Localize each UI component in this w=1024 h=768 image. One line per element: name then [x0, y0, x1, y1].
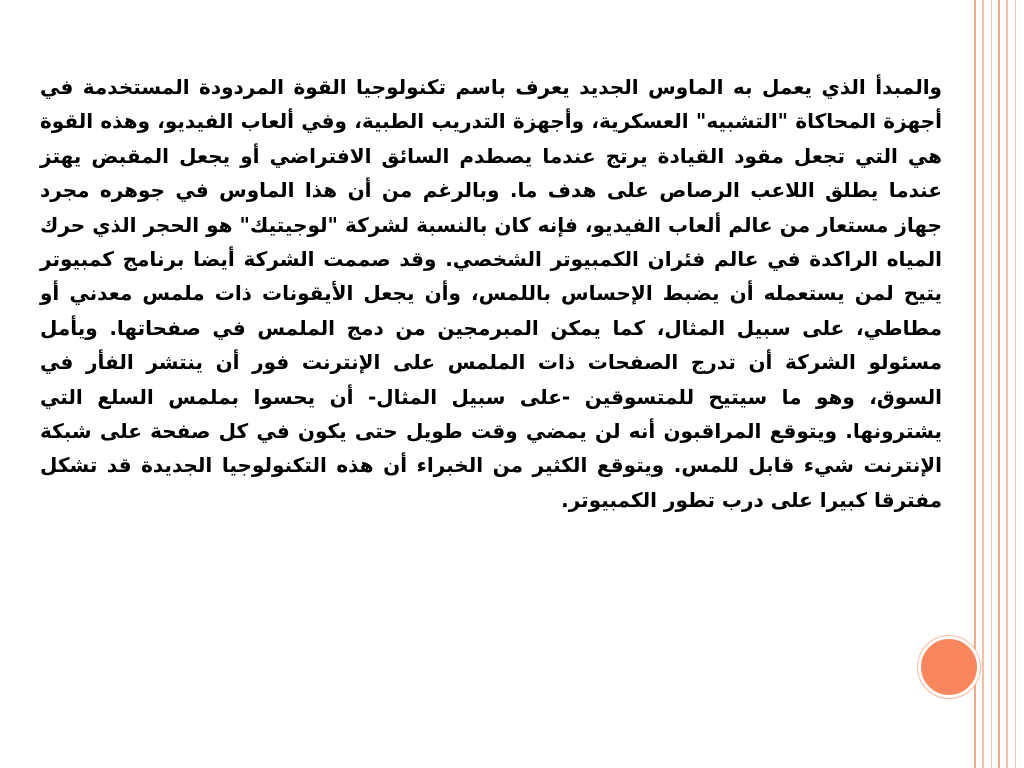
frame-stripe — [1006, 0, 1008, 768]
frame-stripe — [1015, 0, 1016, 768]
frame-stripe — [982, 0, 984, 768]
decorative-circle — [918, 636, 980, 698]
slide-paragraph: والمبدأ الذي يعمل به الماوس الجديد يعرف باسم تكنولوجيا القوة المردودة المستخدمة في أجهزة المحاكاة "التشبيه" العسكرية، وأجهزة التدريب الطبية، وفي ألعاب الفيديو، وهذه القوة هي التي تجعل مقود القيادة يرتج عندما يصطدم السائق الافتراضي أو يجعل المقبض يهتز عندما يطلق اللاعب الرصاص على هدف ما. وبالرغم من أن هذا الماوس في جوهره مجرد جهاز مستعار من عالم ألعاب الفيديو، فإنه كان بالنسبة لشركة "لوجيتيك" هو الحجر الذي حرك المياه الراكدة في عالم فئران الكمبيوتر الشخصي. وقد صممت الشركة أيضا برنامج كمبيوتر يتيح لمن يستعمله أن يضبط الإحساس باللمس، وأن يجعل الأيقونات ذات ملمس معدني أو مطاطي، على سبيل المثال، كما يمكن المبرمجين من دمج الملمس في صفحاتها. ويأمل مسئولو الشركة أن تدرج الصفحات ذات الملمس على الإنترنت فور أن ينتشر الفأر في السوق، وهو ما سيتيح للمتسوقين -على سبيل المثال- أن يحسوا بملمس السلع التي يشترونها. ويتوقع المراقبون أنه لن يمضي وقت طويل حتى يكون في كل صفحة على شبكة الإنترنت شيء قابل للمس. ويتوقع الكثير من الخبراء أن هذه التكنولوجيا الجديدة قد تشكل مفترقا كبيرا على درب تطور الكمبيوتر. — [40, 75, 942, 512]
frame-stripe — [998, 0, 1000, 768]
decorative-frame — [974, 0, 1024, 768]
frame-stripe — [991, 0, 992, 768]
